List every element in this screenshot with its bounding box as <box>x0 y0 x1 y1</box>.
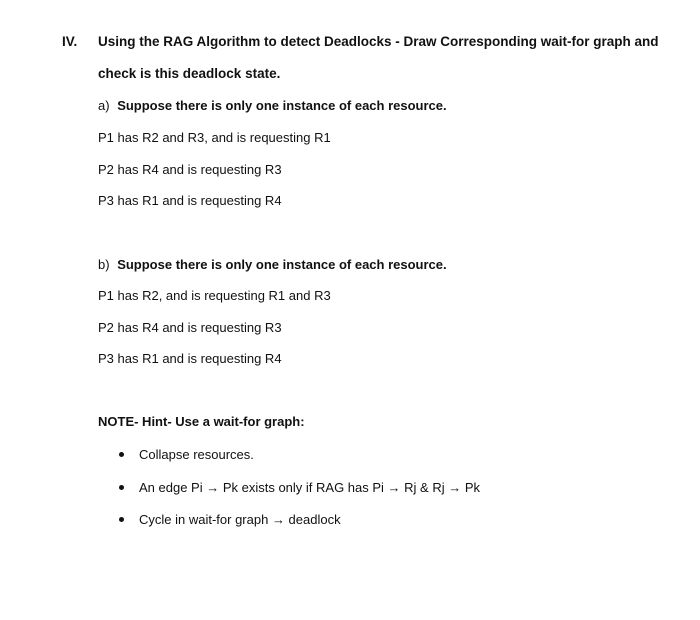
bullet-dot-icon <box>119 517 124 522</box>
bullet-dot-icon <box>119 452 124 457</box>
part-a-label: a) <box>98 98 110 113</box>
part-a-heading: Suppose there is only one instance of each resource. <box>117 98 447 113</box>
note-bullet-3: Cycle in wait-for graph → deadlock <box>139 512 341 527</box>
part-a-line-3: P3 has R1 and is requesting R4 <box>98 193 282 208</box>
bullet-dot-icon <box>119 485 124 490</box>
note-bullet-1: Collapse resources. <box>139 447 254 462</box>
note-title: NOTE- Hint- Use a wait-for graph: <box>98 414 305 429</box>
part-a-line-1: P1 has R2 and R3, and is requesting R1 <box>98 130 331 145</box>
part-a-line-2: P2 has R4 and is requesting R3 <box>98 162 282 177</box>
part-b-line-2: P2 has R4 and is requesting R3 <box>98 320 282 335</box>
note-bullet-2: An edge Pi → Pk exists only if RAG has Pi → Rj & Rj → Pk <box>139 480 481 495</box>
part-a-header <box>98 98 447 113</box>
part-b-label: b) <box>98 257 110 272</box>
part-b-heading: Suppose there is only one instance of each resource. <box>117 257 447 272</box>
part-b-line-3: P3 has R1 and is requesting R4 <box>98 351 282 366</box>
part-b-header <box>98 257 447 272</box>
part-b-line-1: P1 has R2, and is requesting R1 and R3 <box>98 288 331 303</box>
question-number: IV. <box>62 34 78 49</box>
question-title-line-2: check is this deadlock state. <box>98 66 281 81</box>
question-title-line-1: Using the RAG Algorithm to detect Deadlocks - Draw Corresponding wait-for graph and <box>98 34 659 49</box>
